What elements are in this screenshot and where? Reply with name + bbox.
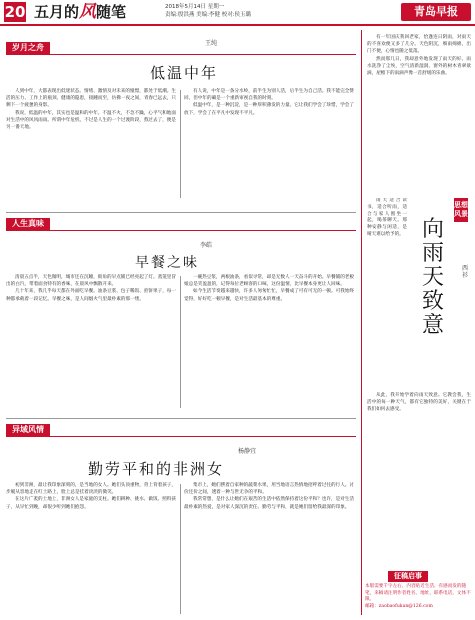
- solicit-body-text: 本版需要千字左右、内容贴近生活、有感而发的随笔，来稿请注明作者姓名、地址、联系电话，文体不限。: [365, 584, 471, 602]
- section-divider: [6, 212, 356, 213]
- column-title-suffix: 随笔: [96, 3, 127, 21]
- article2-title: 早餐之味: [135, 255, 199, 271]
- section-rule-3: [6, 436, 356, 437]
- solicit-email[interactable]: 邮箱：zaobaofukan@126.com: [365, 603, 433, 609]
- section-rule-2: [6, 230, 356, 231]
- feature-body-top: [367, 34, 471, 192]
- column-title: [34, 2, 126, 22]
- article2-paragraph: 如今生活节奏越来越快，许多人匆匆忙忙，早餐成了可有可无的一顿。可我始终觉得，好好吃一顿早餐，是对生活最基本的尊重。: [184, 289, 354, 302]
- article3-paragraph: 初到非洲，最让我印象深刻的，是当地的女人。她们头顶重物，背上背着孩子，步履从容地走在红土路上，脸上总是挂着淡淡的微笑。: [6, 483, 176, 496]
- article1-paragraph: 我说，低温的中年，其实也是温和的中年。不温不火，不急不躁，心平气和地面对生活中的风风雨雨。所谓中年危机，不过是人生的一个过渡阶段，熬过去了，便是另一番天地。: [6, 110, 176, 131]
- column-divider: [180, 484, 181, 614]
- article2-paragraph: 几十年来，我几乎每天都在外面吃早餐。油条豆浆、包子稀饭、煎饼果子，每一种都承载着一段记忆。早餐之味，是人间烟火气里最朴素的那一缕。: [6, 289, 176, 302]
- article1-paragraph: 人到中年，大都表现出低迷状态。情绪、激情及对未来的憧憬，都处于低潮。生活的压力、工作上的瓶颈、健康的隐患，接踵而至，仿佛一夜之间，青春已远去，只剩下一个疲惫的身影。: [6, 89, 176, 109]
- newspaper-logo: 青岛早报: [401, 3, 471, 21]
- article2-body-left: [6, 274, 176, 410]
- page-number: 20: [4, 3, 26, 21]
- feature-body-left: [367, 198, 407, 388]
- feature-column-divider: [361, 30, 362, 615]
- article1-author: 王纯: [205, 40, 218, 47]
- column-title-feng: 风: [79, 2, 97, 22]
- feature-paragraph: 然而那几日，我却意外地发现了雨天的好。雨水洗净了尘埃，空气清新湿润，窗外的树木青翠欲滴，屋檐下的雨滴声像一首舒缓的乐曲。: [367, 56, 471, 77]
- editor-line: 责编:殷洪燕 美编:李健 校对:侯玉璐: [165, 12, 252, 18]
- article3-author: 杨静宜: [238, 448, 257, 455]
- section-tag-suiyue: 岁月之舟: [6, 42, 50, 54]
- column-divider: [180, 276, 181, 408]
- feature-paragraph: 有一年国庆我回老家，恰逢连日阴雨，对雨天的不喜欢便又多了几分。天色阴沉，细雨绵绵，出门不便，心情也随之低落。: [367, 35, 471, 55]
- article1-body-right: [184, 88, 354, 200]
- article2-paragraph: 一碗热豆浆，两根油条，看似寻常，却是无数人一天奋斗的开始。早餐铺的老板娘总是笑盈盈的，记得每位老顾客的口味，这份温情，比早餐本身更让人回味。: [184, 275, 354, 288]
- article3-paragraph: 我常常想，是什么让她们在艰苦的生活中依然保持着这份平和？也许，是对生活最朴素的热爱，是对家人深沉的责任。勤劳与平和，就是她们留给我最深的印象。: [184, 497, 354, 510]
- feature-paragraph: 从此，我开始学着向雨天致意。它教会我，生活中的每一种天气，都有它独特的美好，关键在于我们如何去感受。: [367, 393, 471, 413]
- feature-author: 西衫: [461, 265, 468, 279]
- section-divider: [6, 418, 356, 419]
- feature-paragraph: 雨天适合读书，适合听雨，适合与家人围坐一起，喝茶聊天。那种安静与闲适，是晴天难以给予的。: [367, 198, 407, 237]
- article1-paragraph: 低温中年，是一种沉淀，是一种厚积薄发的力量。它让我们学会了珍惜，学会了放下，学会了在平凡中发现不平凡。: [184, 103, 354, 116]
- header-rule: [0, 24, 475, 26]
- section-tag-sixiang: 思想风景: [454, 198, 468, 222]
- column-title-prefix: 五月的: [34, 3, 80, 21]
- article3-body-right: [184, 482, 354, 616]
- article2-body-right: [184, 274, 354, 410]
- date-line: 2018年5月14日 星期一: [165, 4, 225, 10]
- feature-body-bottom: [367, 392, 471, 567]
- article2-author: 李皓: [200, 242, 213, 249]
- article1-title: 低温中年: [150, 64, 219, 82]
- article2-paragraph: 清晨五点半，天色微明，城市还在沉睡，街角的早点铺已经亮起了灯。蒸笼里冒出的白汽，带着面食特有的香味，在晨风中飘散开来。: [6, 275, 176, 288]
- article1-paragraph: 有人说，中年是一条分水岭，前半生为别人活，后半生为自己活。我不能完全赞同，但中年的确是一个重新审视自我的时刻。: [184, 89, 354, 102]
- page-header: [0, 0, 475, 24]
- section-tag-yiyu: 异域风情: [6, 424, 50, 436]
- article3-title: 勤劳平和的非洲女: [88, 460, 225, 478]
- solicit-heading: 征稿启事: [388, 571, 428, 582]
- column-divider: [180, 90, 181, 198]
- article3-body-left: [6, 482, 176, 616]
- section-tag-rensheng: 人生真味: [6, 218, 50, 230]
- article3-paragraph: 在这片广袤的土地上，非洲女人是家庭的支柱。她们耕种、挑水、做饭、照料孩子，从早忙到晚，却很少听到她们抱怨。: [6, 497, 176, 510]
- article3-paragraph: 集市上，她们摆着自家种的蔬菜水果，用当地语言热情地招呼着过往的行人。讨价还价之间，透着一种与世无争的平和。: [184, 483, 354, 496]
- feature-title: 向雨天致意: [421, 217, 444, 338]
- solicit-notice: [365, 584, 471, 610]
- article1-body-left: [6, 88, 176, 200]
- section-rule-1: [6, 54, 356, 55]
